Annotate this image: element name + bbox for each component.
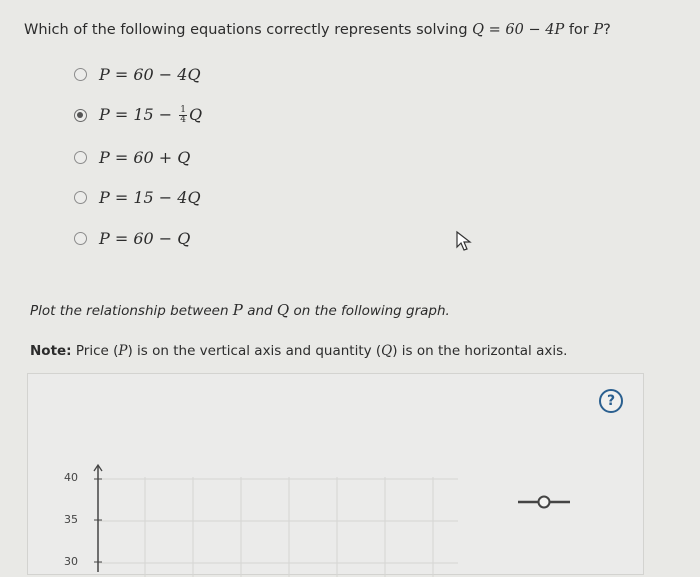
radio-button-selected[interactable] (74, 109, 87, 122)
radio-button[interactable] (74, 68, 87, 81)
choice-4[interactable]: P = 15 − 4Q (74, 185, 201, 209)
help-button[interactable]: ? (599, 389, 623, 413)
y-tick-label: 35 (64, 513, 78, 526)
choice-3[interactable]: P = 60 + Q (74, 145, 190, 169)
radio-button[interactable] (74, 191, 87, 204)
radio-button[interactable] (74, 151, 87, 164)
axis-note: Note: Price (P) is on the vertical axis and quantity (Q) is on the horizontal axis. (30, 343, 568, 359)
mouse-cursor-icon (455, 230, 473, 252)
radio-button[interactable] (74, 232, 87, 245)
graph-instruction: Plot the relationship between P and Q on the following graph. (30, 301, 450, 319)
y-tick-label: 40 (64, 471, 78, 484)
choice-5[interactable]: P = 60 − Q (74, 226, 190, 250)
question-equation: Q = 60 − 4P (472, 22, 565, 38)
y-axis (88, 462, 110, 572)
choice-1[interactable]: P = 60 − 4Q (74, 62, 201, 86)
fraction: $\frac{1}{4}$ (180, 105, 187, 125)
question-text: Which of the following equations correctly represents solving Q = 60 − 4P for P? (24, 22, 611, 38)
y-tick-label: 30 (64, 555, 78, 568)
graph-grid[interactable] (98, 477, 458, 577)
line-tool-icon[interactable] (516, 492, 572, 512)
choice-2[interactable]: P = 15 − $\frac{1}{4}$ Q (74, 103, 202, 127)
